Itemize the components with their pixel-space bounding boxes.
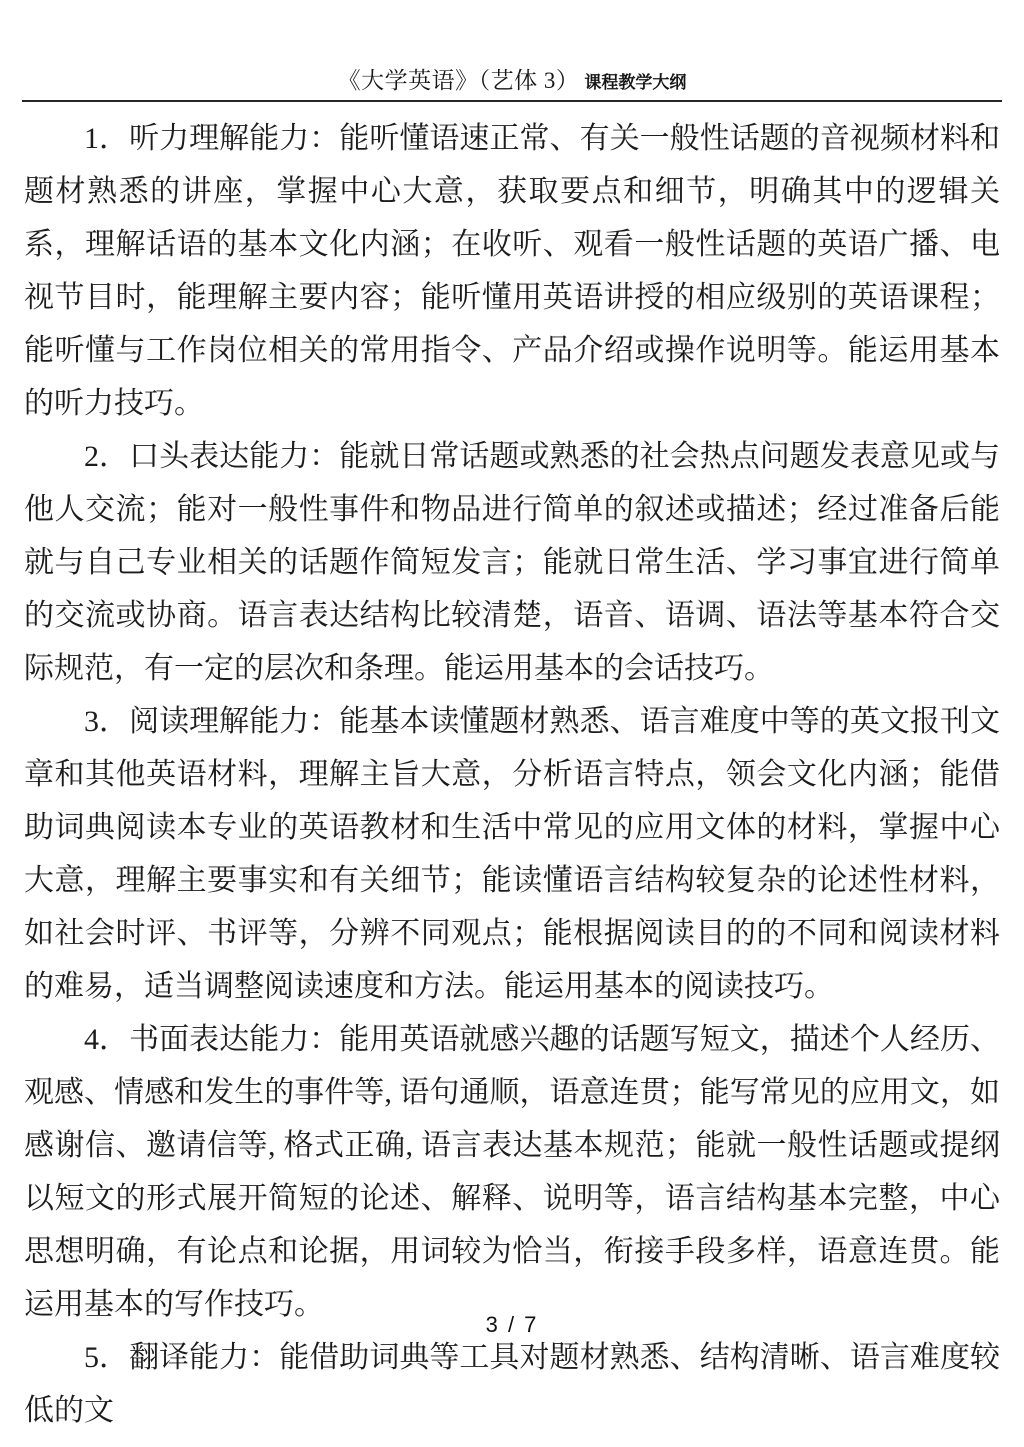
paragraph-listening: 1．听力理解能力：能听懂语速正常、有关一般性话题的音视频材料和题材熟悉的讲座，掌握中心大意，获取要点和细节，明确其中的逻辑关系，理解话语的基本文化内涵；在收听、观看一般性话题的英语广播、电视节目时，能理解主要内容；能听懂用英语讲授的相应级别的英语课程；能听懂与工作岗位相关的常用指令、产品介绍或操作说明等。能运用基本的听力技巧。 bbox=[24, 122, 1000, 420]
page-number: 3 / 7 bbox=[485, 1312, 539, 1337]
paragraph-speaking: 2．口头表达能力：能就日常话题或熟悉的社会热点问题发表意见或与他人交流；能对一般性事件和物品进行简单的叙述或描述；经过准备后能就与自己专业相关的话题作简短发言；能就日常生活、学习事宜进行简单的交流或协商。语言表达结构比较清楚，语音、语调、语法等基本符合交际规范，有一定的层次和条理。能运用基本的会话技巧。 bbox=[24, 440, 1000, 685]
paragraph-writing: 4．书面表达能力：能用英语就感兴趣的话题写短文，描述个人经历、观感、情感和发生的事件等, 语句通顺，语意连贯；能写常见的应用文，如感谢信、邀请信等, 格式正确, 语言表达基本规范；能就一般性话题或提纲以短文的形式展开简短的论述、解释、说明等，语言结构基本完整，中心思想明确，有论点和论据，用词较为恰当，衔接手段多样，语意连贯。能运用基本的写作技巧。 bbox=[24, 1023, 1000, 1321]
document-header bbox=[22, 0, 1002, 102]
document-body bbox=[24, 112, 1000, 1437]
paragraph-reading: 3．阅读理解能力：能基本读懂题材熟悉、语言难度中等的英文报刊文章和其他英语材料，理解主旨大意，分析语言特点，领会文化内涵；能借助词典阅读本专业的英语教材和生活中常见的应用文体的材料，掌握中心大意，理解主要事实和有关细节；能读懂语言结构较复杂的论述性材料，如社会时评、书评等，分辨不同观点；能根据阅读目的的不同和阅读材料的难易，适当调整阅读速度和方法。能运用基本的阅读技巧。 bbox=[24, 705, 1000, 1003]
document-title: 《大学英语》（艺体 3） bbox=[337, 68, 580, 93]
paragraph-translation: 5．翻译能力：能借助词典等工具对题材熟悉、结构清晰、语言难度较低的文 bbox=[24, 1341, 1000, 1427]
document-subtitle: 课程教学大纲 bbox=[584, 73, 687, 92]
